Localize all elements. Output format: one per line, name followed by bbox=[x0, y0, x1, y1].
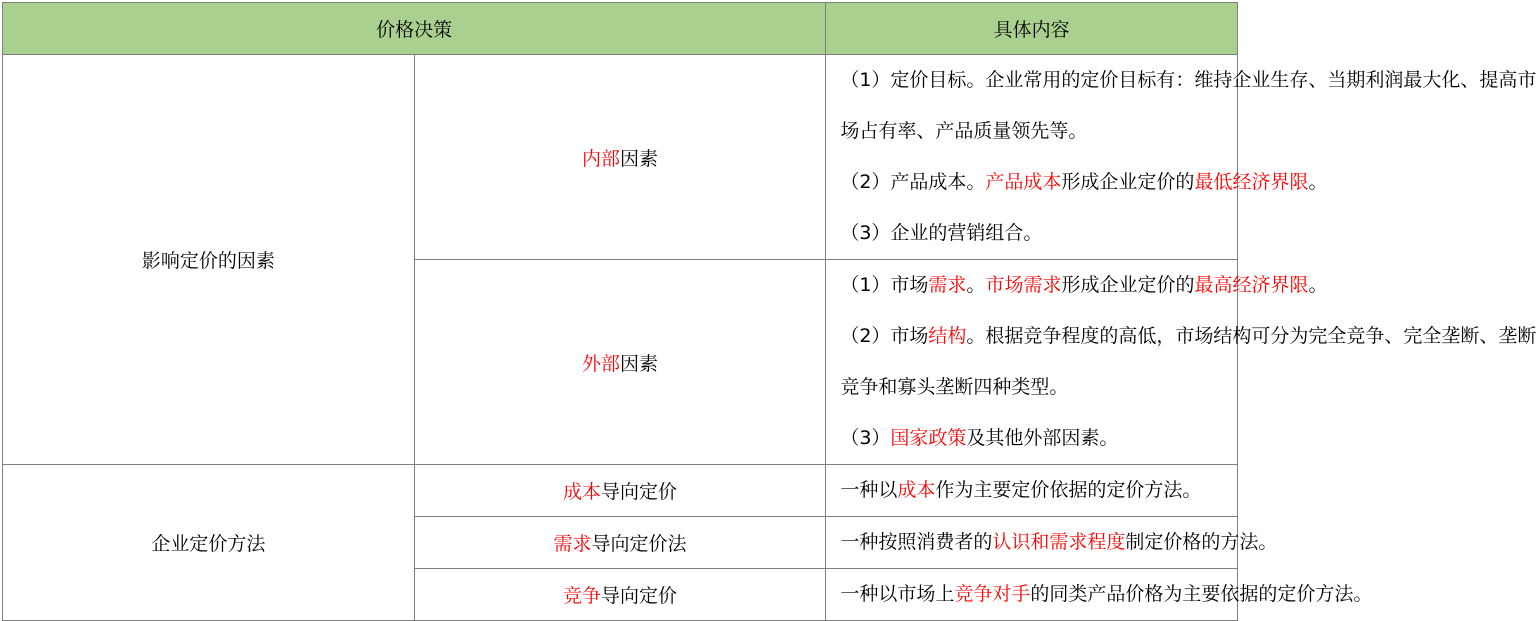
external-factors-content bbox=[826, 260, 1536, 465]
content-text: 。 bbox=[1308, 171, 1328, 193]
header-specific-content: 具体内容 bbox=[826, 3, 1238, 55]
content-text: 一种以 bbox=[840, 479, 898, 501]
internal-label-red: 内部 bbox=[581, 147, 620, 170]
method-row-cost bbox=[3, 465, 1238, 517]
content-line bbox=[840, 311, 1536, 362]
content-text: （3）企业的营销组合。 bbox=[840, 222, 1043, 244]
method-name-red: 竞争 bbox=[562, 585, 601, 607]
highlight-text: 结构 bbox=[928, 325, 967, 347]
content-line bbox=[840, 157, 1328, 208]
internal-label-rest: 因素 bbox=[619, 147, 658, 170]
method-name-rest: 导向定价法 bbox=[591, 533, 687, 555]
content-text: 制定价格的方法。 bbox=[1125, 531, 1278, 553]
method-name-cost bbox=[414, 465, 826, 517]
content-text: （1）市场 bbox=[840, 274, 929, 296]
internal-factors-row bbox=[3, 55, 1238, 260]
method-name-red: 成本 bbox=[562, 481, 601, 503]
highlight-text: 竞争对手 bbox=[954, 583, 1031, 605]
content-text: （2）市场 bbox=[840, 325, 929, 347]
content-text: 一种按照消费者的 bbox=[840, 531, 993, 553]
method-name-rest: 导向定价 bbox=[600, 585, 677, 607]
internal-factors-label bbox=[414, 55, 826, 260]
content-text: 作为主要定价依据的定价方法。 bbox=[935, 479, 1202, 501]
highlight-text: 需求 bbox=[928, 274, 967, 296]
highlight-text: 最高经济界限 bbox=[1194, 274, 1309, 296]
content-line bbox=[840, 260, 1328, 311]
content-text: 及其他外部因素。 bbox=[966, 427, 1119, 449]
content-text: 一种以市场上 bbox=[840, 583, 955, 605]
content-line bbox=[840, 362, 1231, 413]
content-line bbox=[840, 208, 1231, 259]
highlight-text: 产品成本 bbox=[985, 171, 1062, 193]
external-label-red: 外部 bbox=[581, 352, 620, 375]
external-factors-label bbox=[414, 260, 826, 465]
content-text: （1）定价目标。企业常用的定价目标有：维持企业生存、当期利润最大化、提高市 bbox=[840, 69, 1536, 91]
method-desc-demand bbox=[826, 517, 1278, 569]
method-desc-cost bbox=[826, 465, 1238, 517]
content-line bbox=[840, 55, 1536, 106]
method-name-rest: 导向定价 bbox=[600, 481, 677, 503]
highlight-text: 最低经济界限 bbox=[1194, 171, 1309, 193]
content-text: （3） bbox=[840, 427, 891, 449]
content-line bbox=[840, 413, 1231, 464]
content-text: 。根据竞争程度的高低，市场结构可分为完全竞争、完全垄断、垄断 bbox=[966, 325, 1536, 347]
content-text: 形成企业定价的 bbox=[1061, 171, 1195, 193]
highlight-text: 市场需求 bbox=[985, 274, 1062, 296]
highlight-text: 成本 bbox=[897, 479, 936, 501]
method-desc-competition bbox=[826, 569, 1373, 621]
content-text: 。 bbox=[1308, 274, 1328, 296]
pricing-table bbox=[2, 2, 1536, 621]
content-text: 。 bbox=[966, 274, 986, 296]
method-name-demand bbox=[414, 517, 826, 569]
content-text: 竞争和寡头垄断四种类型。 bbox=[840, 376, 1069, 398]
content-text: 的同类产品价格为主要依据的定价方法。 bbox=[1030, 583, 1373, 605]
content-text: 场占有率、产品质量领先等。 bbox=[840, 120, 1088, 142]
method-name-red: 需求 bbox=[553, 533, 592, 555]
factors-label: 影响定价的因素 bbox=[3, 55, 415, 465]
highlight-text: 国家政策 bbox=[890, 427, 967, 449]
content-line bbox=[840, 106, 1231, 157]
internal-factors-content bbox=[826, 55, 1536, 260]
external-label-rest: 因素 bbox=[619, 352, 658, 375]
content-text: 形成企业定价的 bbox=[1061, 274, 1195, 296]
methods-label: 企业定价方法 bbox=[3, 465, 415, 621]
header-price-decision: 价格决策 bbox=[3, 3, 826, 55]
content-text: （2）产品成本。 bbox=[840, 171, 986, 193]
header-row bbox=[3, 3, 1238, 55]
method-name-competition bbox=[414, 569, 826, 621]
highlight-text: 认识和需求程度 bbox=[992, 531, 1126, 553]
